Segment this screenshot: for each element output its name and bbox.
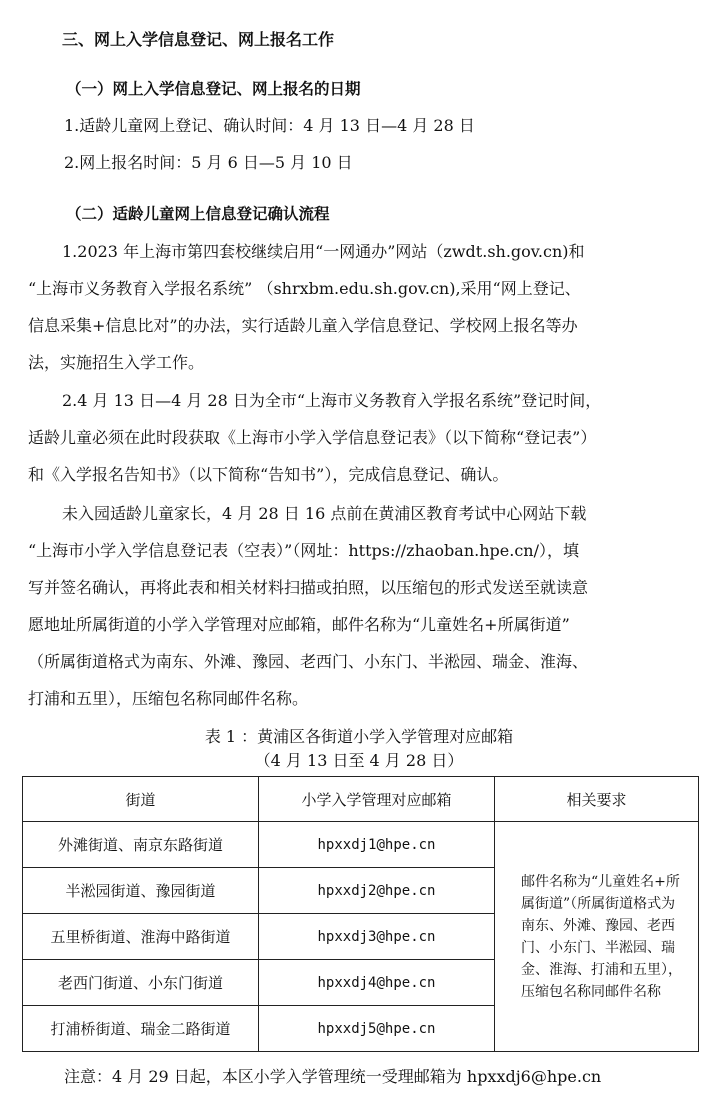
paragraph-line: “上海市义务教育入学报名系统” （shrxbm.edu.sh.gov.cn),采用“网上登记、 xyxy=(28,279,581,298)
street-cell: 外滩街道、南京东路街道 xyxy=(23,822,259,868)
column-header-email: 小学入学管理对应邮箱 xyxy=(259,777,495,822)
email-cell: hpxxdj4@hpe.cn xyxy=(259,960,495,1006)
paragraph-line: 愿地址所属街道的小学入学管理对应邮箱，邮件名称为“儿童姓名+所属街道” xyxy=(28,615,570,634)
paragraph-line: “上海市小学入学信息登记表（空表）”（网址：https://zhaoban.hpe.cn/），填 xyxy=(28,541,579,560)
email-cell: hpxxdj1@hpe.cn xyxy=(259,822,495,868)
paragraph-line: 打浦和五里），压缩包名称同邮件名称。 xyxy=(28,689,309,708)
date-item-1: 1.适龄儿童网上登记、确认时间：4 月 13 日—4 月 28 日 xyxy=(64,116,475,135)
email-table xyxy=(22,776,699,1052)
email-cell: hpxxdj5@hpe.cn xyxy=(259,1006,495,1052)
subsection-title-dates: （一）网上入学信息登记、网上报名的日期 xyxy=(66,79,361,98)
requirement-cell: 邮件名称为“儿童姓名+所属街道”（所属街道格式为南东、外滩、豫园、老西门、小东门、半淞园、瑞金、淮海、打浦和五里），压缩包名称同邮件名称 xyxy=(495,822,699,1052)
street-cell: 老西门街道、小东门街道 xyxy=(23,960,259,1006)
date-item-2: 2.网上报名时间：5 月 6 日—5 月 10 日 xyxy=(64,153,353,172)
paragraph-line: 信息采集+信息比对”的办法，实行适龄儿童入学信息登记、学校网上报名等办 xyxy=(28,316,578,335)
paragraph-line: 适龄儿童必须在此时段获取《上海市小学入学信息登记表》（以下简称“登记表”） xyxy=(28,428,597,447)
paragraph-line: 未入园适龄儿童家长，4 月 28 日 16 点前在黄浦区教育考试中心网站下载 xyxy=(62,504,587,523)
paragraph-line: 1.2023 年上海市第四套校继续启用“一网通办”网站（zwdt.sh.gov.cn)和 xyxy=(62,242,585,261)
street-cell: 半淞园街道、豫园街道 xyxy=(23,868,259,914)
section-heading: 三、网上入学信息登记、网上报名工作 xyxy=(62,30,335,49)
paragraph-line: 写并签名确认，再将此表和相关材料扫描或拍照，以压缩包的形式发送至就读意 xyxy=(28,578,589,597)
subsection-title-process: （二）适龄儿童网上信息登记确认流程 xyxy=(66,204,330,223)
paragraph-line: 法，实施招生入学工作。 xyxy=(28,353,205,372)
table-header-row xyxy=(23,777,699,822)
column-header-street: 街道 xyxy=(23,777,259,822)
street-cell: 五里桥街道、淮海中路街道 xyxy=(23,914,259,960)
note-text: 注意：4 月 29 日起，本区小学入学管理统一受理邮箱为 hpxxdj6@hpe.cn xyxy=(64,1067,602,1086)
paragraph-line: 2.4 月 13 日—4 月 28 日为全市“上海市义务教育入学报名系统”登记时间， xyxy=(62,391,602,410)
table-row xyxy=(23,822,699,868)
table-caption: 表 1 ：黄浦区各街道小学入学管理对应邮箱 xyxy=(204,727,514,746)
email-cell: hpxxdj3@hpe.cn xyxy=(259,914,495,960)
column-header-requirement: 相关要求 xyxy=(495,777,699,822)
paragraph-line: 和《入学报名告知书》（以下简称“告知书”），完成信息登记、确认。 xyxy=(28,465,509,484)
table-caption-dates: （4 月 13 日至 4 月 28 日） xyxy=(254,751,464,770)
email-cell: hpxxdj2@hpe.cn xyxy=(259,868,495,914)
paragraph-line: （所属街道格式为南东、外滩、豫园、老西门、小东门、半淞园、瑞金、淮海、 xyxy=(28,652,589,671)
street-cell: 打浦桥街道、瑞金二路街道 xyxy=(23,1006,259,1052)
